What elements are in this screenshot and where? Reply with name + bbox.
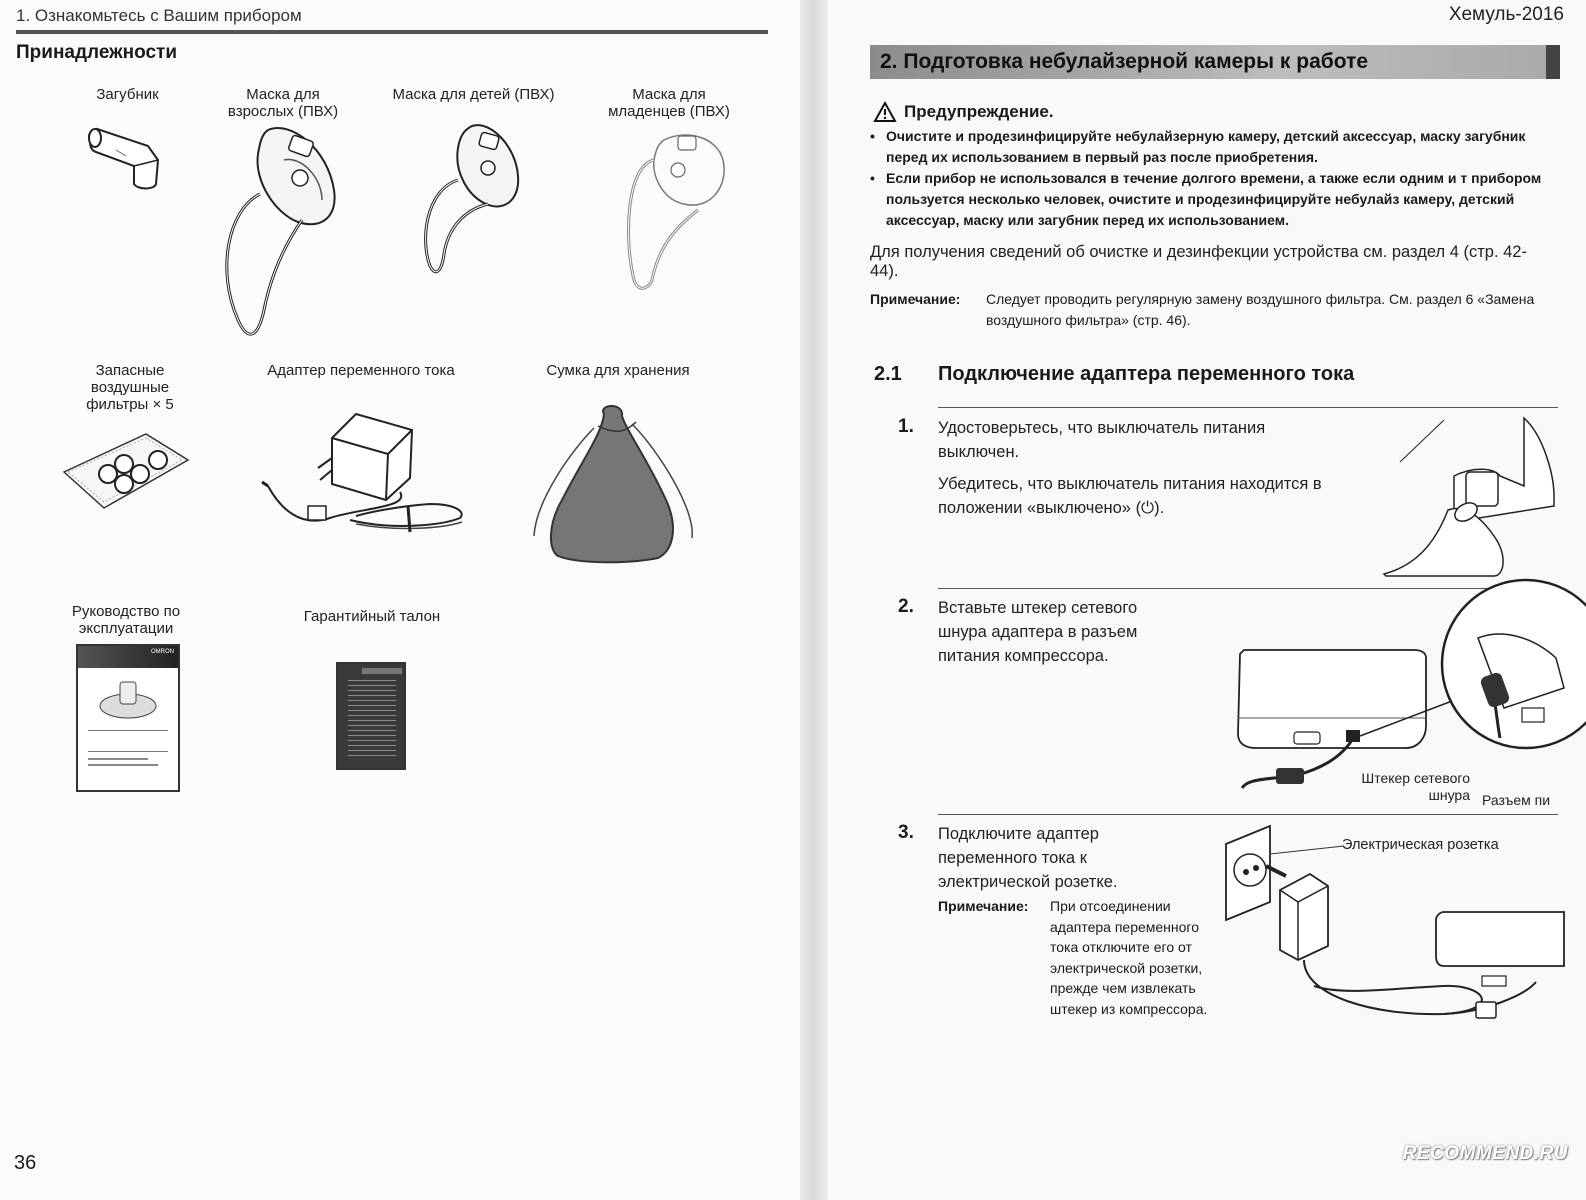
child-mask-icon: [418, 120, 528, 280]
subsection-title: Подключение адаптера переменного тока: [938, 363, 1355, 385]
step-number: 1.: [898, 416, 914, 437]
step-divider: [938, 407, 1558, 408]
note-text: Следует проводить регулярную замену воздушного фильтра. См. раздел 6 «Замена воздушного фильтра» (стр. 46).: [986, 291, 1535, 328]
outlet-caption: Электрическая розетка: [1342, 837, 1499, 853]
step-text: Удостоверьтесь, что выключатель питания выключен.: [938, 419, 1266, 461]
ac-adapter-icon: [260, 408, 470, 538]
step-note-text: При отсоединении адаптера переменного тока отключите его от электрической розетки, прежде чем извлекать штекер из компрессора.: [1050, 898, 1208, 1017]
plug-caption: Штекер сетевого шнура: [1361, 770, 1470, 803]
manual-line: [88, 758, 148, 760]
section-title: 2. Подготовка небулайзерной камеры к работе: [880, 50, 1368, 73]
outlet-connection-illustration: [1224, 826, 1564, 1036]
right-page: [828, 0, 1586, 1200]
book-gutter: [800, 0, 828, 1200]
warning-text: Очистите и продезинфицируйте небулайзерную камеру, детский аксессуар, маску загубник перед их использованием в первый раз после приобретения.: [886, 128, 1526, 165]
warning-triangle-icon: [874, 102, 896, 122]
header-rule: [16, 30, 768, 34]
recommend-watermark: RECOMMEND.RU: [1402, 1143, 1568, 1164]
step-text: Вставьте штекер сетевого шнура адаптера в разъем питания компрессора.: [938, 599, 1138, 665]
bullet-dot: •: [870, 128, 875, 144]
step-note-label: Примечание:: [938, 898, 1029, 914]
socket-caption: Разъем пи: [1482, 792, 1551, 808]
power-switch-illustration: [1384, 416, 1564, 576]
note-label: Примечание:: [870, 291, 961, 307]
page-header: 1. Ознакомьтесь с Вашим прибором: [16, 6, 302, 25]
accessories-heading: Принадлежности: [16, 42, 178, 63]
step-number: 2.: [898, 596, 914, 617]
section-bar-end: [1546, 45, 1560, 79]
warning-bullet: [870, 126, 1570, 168]
item-label-filters: Запасные воздушные фильтры × 5: [86, 362, 174, 413]
page-number: 36: [14, 1152, 37, 1174]
manual-line: [88, 764, 158, 766]
step-text: Убедитесь, что выключатель питания находится в положении «выключено» (⏻).: [938, 475, 1322, 517]
bullet-dot: •: [870, 170, 875, 186]
warning-text: Если прибор не использовался в течение долгого времени, а также если одним и т прибором пользуется несколько человек, очистите и продезинфицируйте небулайз камеру, детский аксессуар, маску или загубник перед их использованием.: [886, 170, 1542, 228]
manual-title-block: [88, 730, 168, 752]
item-label-child-mask: Маска для детей (ПВХ): [392, 86, 555, 103]
warning-title: Предупреждение.: [904, 102, 1054, 121]
manual-brand: OMRON: [78, 646, 178, 668]
intro-text: Для получения сведений об очистке и дезинфекции устройства см. раздел 4 (стр. 42-44).: [870, 243, 1527, 280]
mouthpiece-icon: [86, 120, 176, 200]
item-label-infant-mask: Маска для младенцев (ПВХ): [608, 86, 730, 120]
adult-mask-icon: [218, 120, 348, 350]
warranty-card-icon: [336, 662, 406, 770]
item-label-adapter: Адаптер переменного тока: [267, 362, 455, 379]
air-filters-icon: [62, 430, 192, 510]
warranty-brand-strip: [362, 668, 402, 674]
subsection-number: 2.1: [874, 363, 902, 385]
manual-icon: [76, 644, 180, 792]
step-text: Подключите адаптер переменного тока к электрической розетке.: [938, 825, 1118, 891]
item-label-mouthpiece: Загубник: [96, 86, 159, 103]
user-watermark: Хемуль-2016: [1448, 4, 1564, 25]
storage-bag-icon: [528, 400, 704, 565]
warranty-text-lines: [348, 680, 396, 760]
step-number: 3.: [898, 822, 914, 843]
item-label-bag: Сумка для хранения: [546, 362, 690, 379]
step-divider: [938, 588, 1558, 589]
warning-bullet: [870, 168, 1570, 231]
item-label-warranty: Гарантийный талон: [303, 608, 441, 625]
manual-cover-device-icon: [96, 676, 160, 722]
infant-mask-icon: [618, 120, 738, 300]
item-label-adult-mask: Маска для взрослых (ПВХ): [227, 86, 339, 120]
item-label-manual: Руководство по эксплуатации: [71, 603, 181, 637]
step-divider: [938, 814, 1558, 815]
